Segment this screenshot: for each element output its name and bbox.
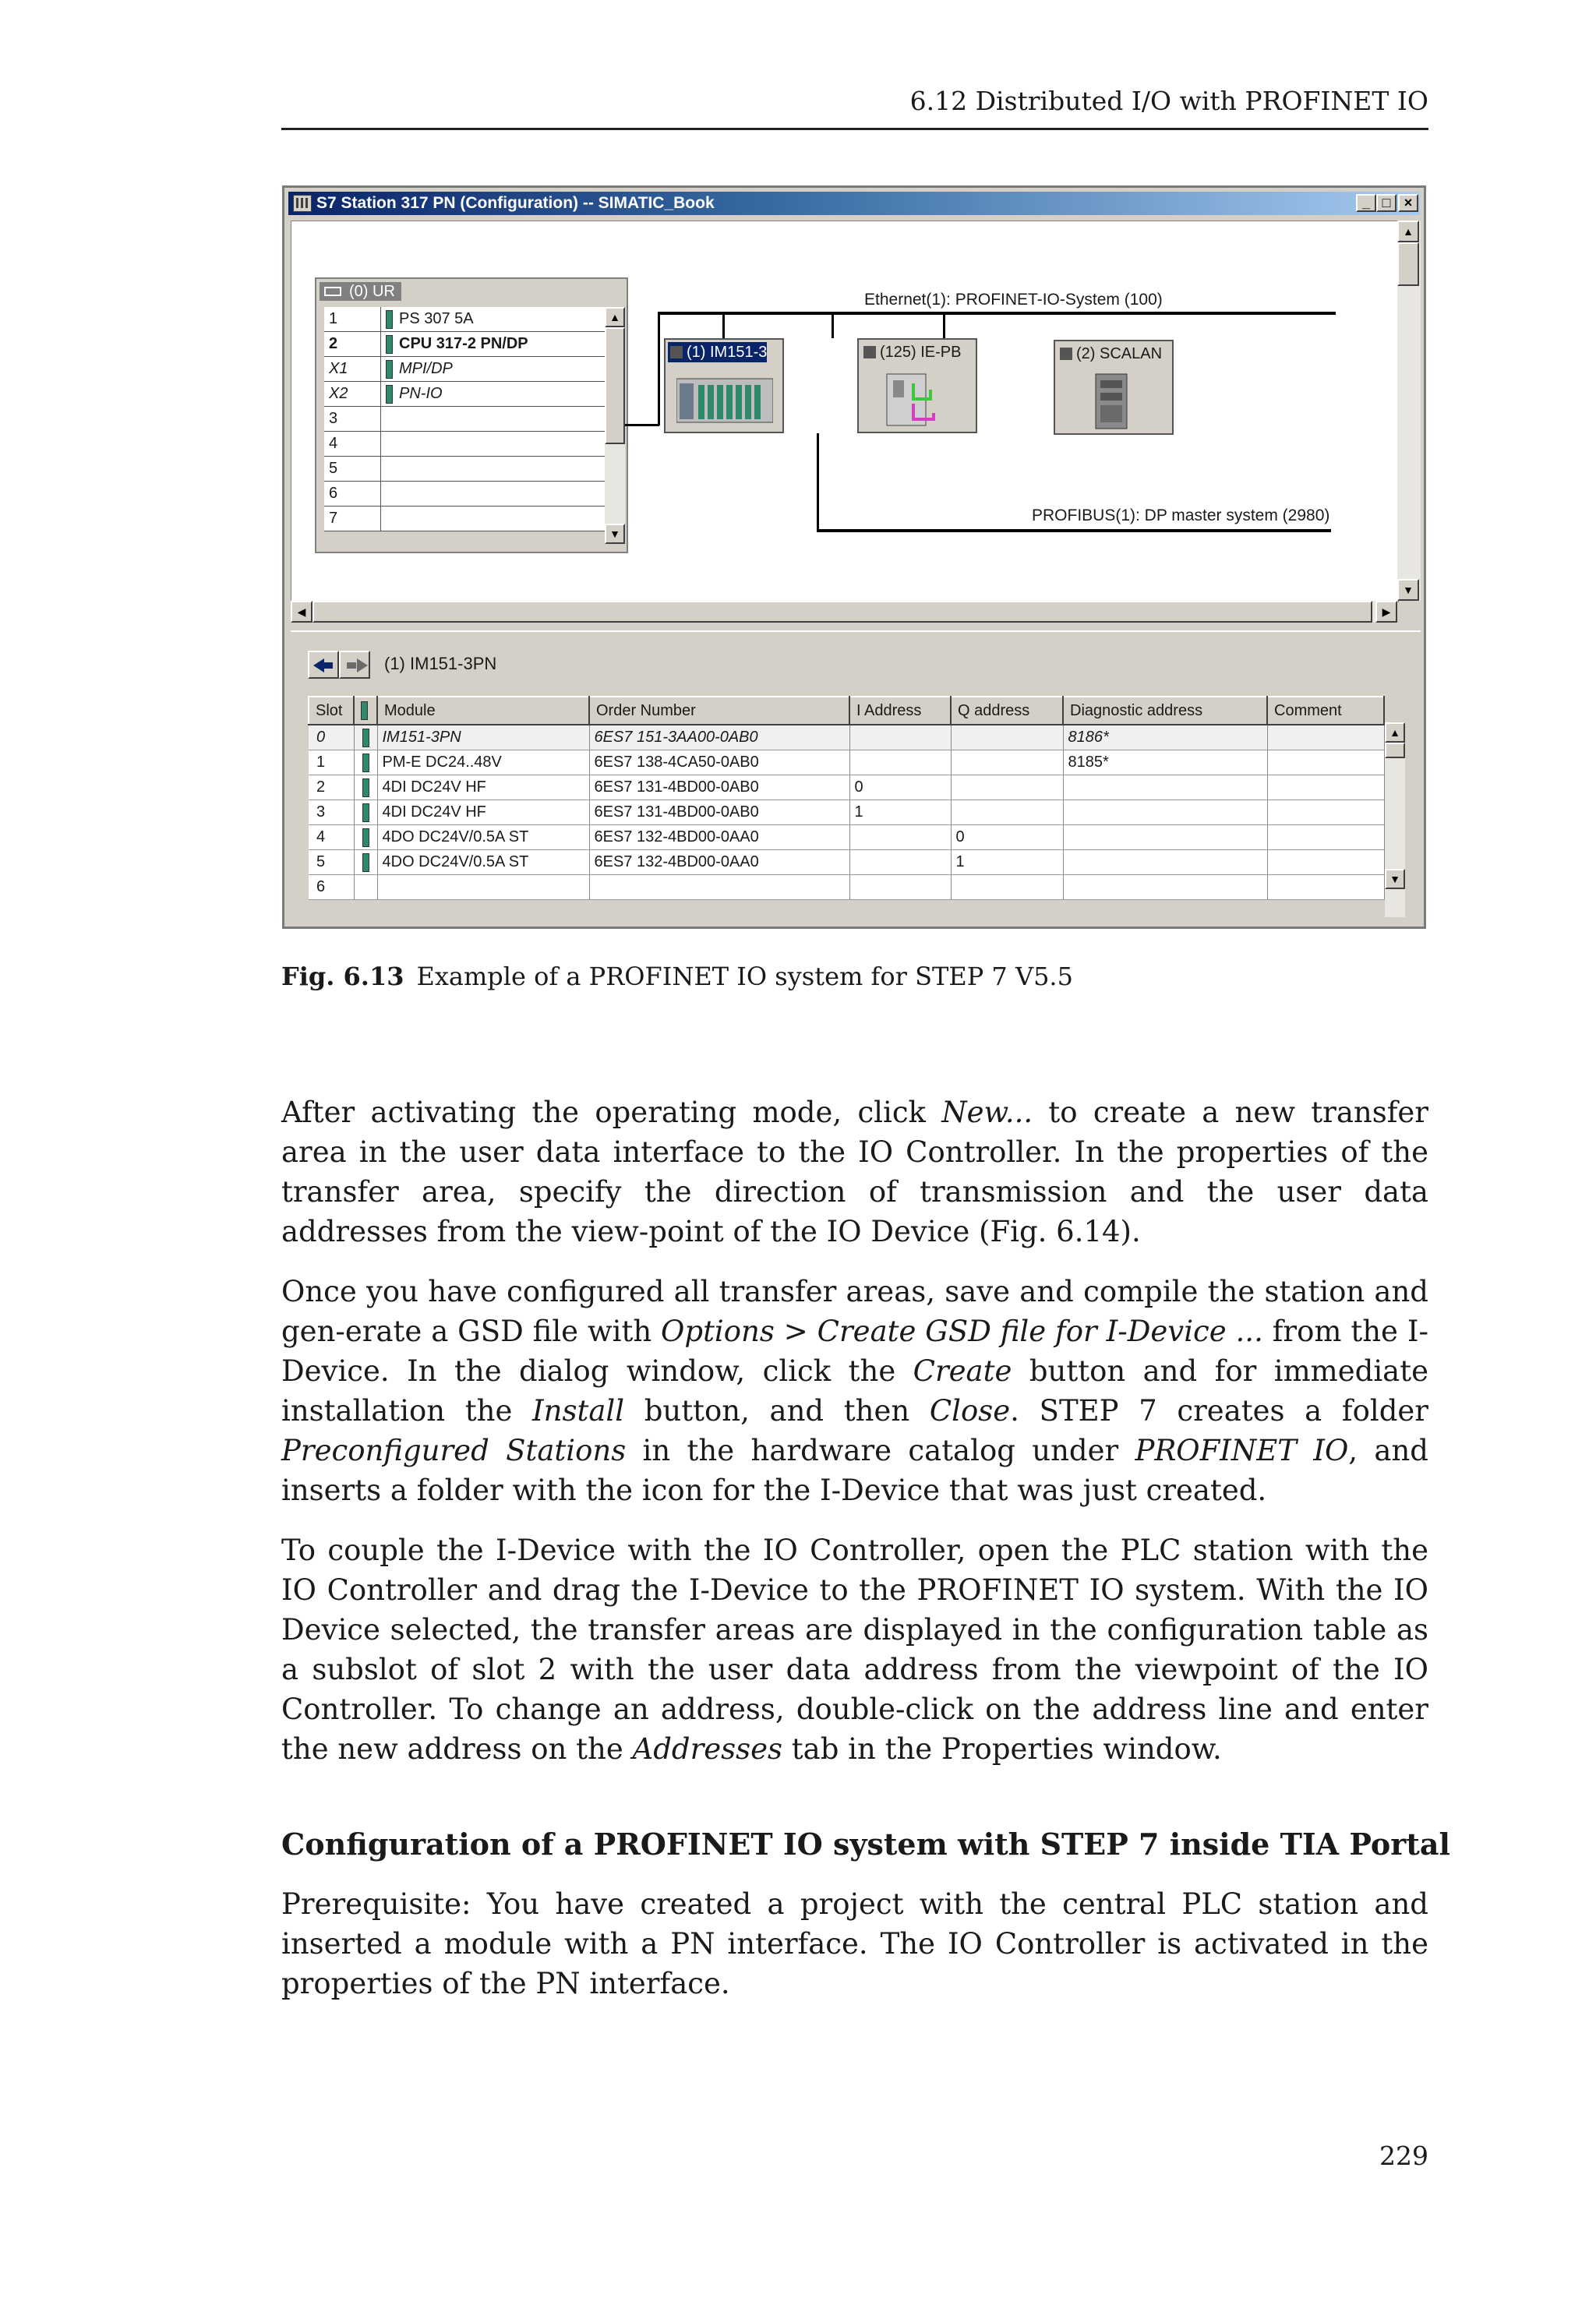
rack-module-icon-cell (381, 482, 394, 507)
italic-run: Preconfigured Stations (281, 1434, 627, 1467)
maximize-button[interactable]: □ (1376, 194, 1396, 212)
figure-label: Fig. 6.13 (281, 962, 404, 991)
rack-slot: 2 (324, 332, 381, 357)
upper-vscrollbar[interactable] (1397, 221, 1421, 601)
figure-caption-text: Example of a PROFINET IO system for STEP 7 V5.5 (416, 962, 1073, 991)
rack-slot: 5 (324, 457, 381, 482)
detail-view (291, 630, 1421, 922)
cell-slot: 5 (309, 850, 354, 875)
cell-q-address (951, 725, 1063, 750)
rack-slot: X2 (324, 382, 381, 407)
module-icon (362, 729, 369, 747)
cell-icon (354, 875, 377, 900)
vscroll-thumb[interactable] (1397, 242, 1419, 286)
module-icon (386, 385, 393, 404)
text-run: > (774, 1315, 817, 1348)
text-run: Prerequisite: You have created a project with the central PLC station and inserted a module with a PN interface. The IO Controller is activated in the properties of the PN interface. (281, 1887, 1428, 2000)
rack-module-icon-cell (381, 382, 394, 407)
cell-icon (354, 750, 377, 775)
table-scroll-down[interactable]: ▼ (1385, 869, 1405, 889)
cell-slot: 6 (309, 875, 354, 900)
window-title: S7 Station 317 PN (Configuration) -- SIMATIC_Book (316, 194, 715, 212)
cell-i-address (849, 875, 951, 900)
rack-slot: 6 (324, 482, 381, 507)
device-label: (1) IM151-3 (668, 342, 767, 362)
module-table (308, 696, 1385, 900)
device-label: (2) SCALAN (1058, 344, 1162, 364)
cell-module (377, 875, 589, 900)
text-run: button, and then (624, 1394, 930, 1428)
col-module[interactable]: Module (377, 697, 589, 725)
rack-module (393, 507, 605, 531)
detail-title: (1) IM151-3PN (384, 654, 497, 673)
table-scroll-up[interactable]: ▲ (1385, 722, 1405, 743)
cell-q-address: 1 (951, 850, 1063, 875)
module-row[interactable] (309, 850, 1384, 875)
cell-icon (354, 800, 377, 825)
cell-comment (1267, 775, 1384, 800)
window-titlebar[interactable] (288, 192, 1420, 215)
text-run: from the I-Device. In the dialog window, click the (281, 1315, 1428, 1388)
cpu-link-stub (625, 424, 659, 426)
rack-scrollbar[interactable] (605, 307, 625, 544)
station-app-icon (293, 195, 312, 212)
drop-line-1 (722, 312, 725, 338)
italic-run: New... (941, 1096, 1033, 1129)
text-run: After activating the operating mode, click (281, 1096, 942, 1129)
cell-module: 4DO DC24V/0.5A ST (377, 850, 589, 875)
rack-scroll-thumb[interactable] (605, 327, 625, 444)
scroll-right-button[interactable]: ▶ (1375, 601, 1397, 623)
cell-module: 4DI DC24V HF (377, 800, 589, 825)
profibus-bus (817, 529, 1331, 532)
header-rule (281, 128, 1428, 130)
cell-order-number (589, 875, 849, 900)
device-ie-pb[interactable] (857, 338, 977, 433)
cell-icon (354, 850, 377, 875)
italic-run: Install (532, 1394, 625, 1428)
cell-diagnostic-address: 8186* (1063, 725, 1267, 750)
cell-order-number: 6ES7 138-4CA50-0AB0 (589, 750, 849, 775)
cell-comment (1267, 750, 1384, 775)
text-run: tab in the Properties window. (782, 1732, 1222, 1766)
station-view[interactable] (291, 221, 1399, 602)
device-icon (1060, 348, 1072, 360)
rack-module-icon-cell (381, 307, 394, 332)
cell-module: 4DO DC24V/0.5A ST (377, 825, 589, 850)
rack-module: MPI/DP (393, 357, 605, 382)
col-icon[interactable] (354, 697, 377, 725)
cell-order-number: 6ES7 132-4BD00-0AA0 (589, 825, 849, 850)
upper-hscrollbar[interactable] (291, 601, 1397, 623)
rack-title: (0) UR (320, 282, 401, 301)
page-number: 229 (1379, 2141, 1428, 2171)
scalance-icon (1089, 369, 1139, 432)
profibus-label: PROFIBUS(1): DP master system (2980) (1032, 507, 1330, 524)
rack-module: PS 307 5A (393, 307, 605, 332)
cell-comment (1267, 850, 1384, 875)
text-run: button and for immediate installation the (281, 1354, 1428, 1428)
rack-module (393, 457, 605, 482)
module-row[interactable] (309, 875, 1384, 900)
module-row[interactable] (309, 825, 1384, 850)
module-icon (386, 335, 393, 354)
cell-q-address: 0 (951, 825, 1063, 850)
rack-module-icon-cell (381, 357, 394, 382)
cell-q-address (951, 875, 1063, 900)
cell-slot: 0 (309, 725, 354, 750)
cell-q-address (951, 775, 1063, 800)
paragraph-3 (281, 1530, 1428, 1769)
text-run: Once you have configured all transfer areas, save and compile the station and gen-erate a GSD file with (281, 1275, 1428, 1348)
cell-i-address (849, 825, 951, 850)
rack-module-icon-cell (381, 332, 394, 357)
rack-scroll-down[interactable]: ▼ (605, 524, 625, 544)
hscroll-thumb[interactable] (312, 601, 1372, 623)
cell-order-number: 6ES7 131-4BD00-0AB0 (589, 775, 849, 800)
cell-slot: 4 (309, 825, 354, 850)
rack-slot: 1 (324, 307, 381, 332)
cell-module: 4DI DC24V HF (377, 775, 589, 800)
italic-run: PROFINET IO (1135, 1434, 1349, 1467)
rack-slot: 4 (324, 432, 381, 457)
module-row[interactable] (309, 725, 1384, 750)
forward-button[interactable] (339, 651, 370, 679)
rack-row[interactable] (324, 457, 605, 482)
italic-run: Addresses (632, 1732, 783, 1766)
text-run: , and inserts a folder with the icon for the I-Device that was just created. (281, 1434, 1428, 1507)
module-column-icon (361, 701, 368, 720)
cell-q-address (951, 800, 1063, 825)
cell-slot: 2 (309, 775, 354, 800)
cell-diagnostic-address (1063, 825, 1267, 850)
cell-slot: 1 (309, 750, 354, 775)
cell-comment (1267, 875, 1384, 900)
rack-row[interactable] (324, 507, 605, 531)
device-label: (125) IE-PB (861, 342, 961, 362)
cell-diagnostic-address (1063, 775, 1267, 800)
rack-ur[interactable] (315, 277, 628, 553)
scroll-down-button[interactable]: ▼ (1397, 579, 1419, 601)
cpu-link-line (658, 313, 660, 425)
et200s-icon (676, 371, 773, 425)
paragraph-1 (281, 1093, 1428, 1251)
device-scalance[interactable] (1054, 340, 1174, 435)
text-run: to create a new transfer area in the user data interface to the IO Controller. In the properties of the transfer area, specify the direction of transmission and the user data addresses from the view-point of the IO Device (Fig. 6.14). (281, 1096, 1428, 1248)
module-row[interactable] (309, 750, 1384, 775)
rack-module (393, 432, 605, 457)
col-slot[interactable]: Slot (309, 697, 354, 725)
rack-module-icon-cell (381, 457, 394, 482)
cell-module: PM-E DC24..48V (377, 750, 589, 775)
rack-table (324, 307, 605, 531)
device-icon (670, 346, 683, 358)
table-vscrollbar[interactable] (1385, 722, 1405, 917)
col-diagnostic-address[interactable]: Diagnostic address (1063, 697, 1267, 725)
module-icon (386, 310, 393, 329)
ethernet-bus (658, 312, 1336, 315)
ethernet-label: Ethernet(1): PROFINET-IO-System (100) (864, 291, 1163, 309)
cell-i-address: 1 (849, 800, 951, 825)
rack-row[interactable] (324, 307, 605, 332)
col-comment[interactable]: Comment (1267, 697, 1384, 725)
cell-comment (1267, 800, 1384, 825)
cell-diagnostic-address (1063, 800, 1267, 825)
rack-row[interactable] (324, 432, 605, 457)
rack-module: PN-IO (393, 382, 605, 407)
cell-comment (1267, 825, 1384, 850)
section-heading: Configuration of a PROFINET IO system with STEP 7 inside TIA Portal (281, 1827, 1450, 1862)
col-q-address[interactable]: Q address (951, 697, 1063, 725)
drop-line-3 (943, 312, 945, 338)
cell-q-address (951, 750, 1063, 775)
rack-module: CPU 317-2 PN/DP (393, 332, 605, 357)
italic-run: Close (929, 1394, 1011, 1428)
paragraph-2 (281, 1272, 1428, 1510)
col-i-address[interactable]: I Address (849, 697, 951, 725)
rack-row[interactable] (324, 357, 605, 382)
rack-slot: 3 (324, 407, 381, 432)
minimize-button[interactable]: _ (1356, 194, 1376, 212)
figure-caption (281, 962, 1073, 991)
ie-pb-link-icon (879, 368, 957, 430)
rack-module-icon-cell (381, 407, 394, 432)
text-run: To couple the I-Device with the IO Controller, open the PLC station with the IO Controller and drag the I-Device to the PROFINET IO system. With the IO Device selected, the transfer areas are displayed in the configuration table as a subslot of slot 2 with the user data address from the viewpoint of the IO Controller. To change an address, double-click on the address line and enter the new address on the (281, 1534, 1428, 1766)
scroll-up-button[interactable]: ▲ (1397, 221, 1419, 242)
module-icon (362, 778, 369, 797)
module-row[interactable] (309, 800, 1384, 825)
cell-diagnostic-address (1063, 850, 1267, 875)
cell-diagnostic-address: 8185* (1063, 750, 1267, 775)
module-icon (386, 360, 393, 379)
scroll-left-button[interactable]: ◀ (291, 601, 312, 623)
cell-i-address (849, 850, 951, 875)
cell-slot: 3 (309, 800, 354, 825)
rack-module-icon-cell (381, 507, 394, 531)
cell-icon (354, 725, 377, 750)
hw-config-window (282, 185, 1426, 929)
cell-order-number: 6ES7 151-3AA00-0AB0 (589, 725, 849, 750)
module-icon (362, 828, 369, 847)
drop-line-2 (832, 312, 834, 338)
module-row[interactable] (309, 775, 1384, 800)
cell-i-address (849, 750, 951, 775)
cell-i-address: 0 (849, 775, 951, 800)
rack-scroll-up[interactable]: ▲ (605, 307, 625, 327)
profibus-link-line (817, 433, 819, 530)
table-scroll-thumb[interactable] (1385, 743, 1405, 758)
cell-order-number: 6ES7 131-4BD00-0AB0 (589, 800, 849, 825)
cell-comment (1267, 725, 1384, 750)
module-icon (362, 754, 369, 772)
cell-module: IM151-3PN (377, 725, 589, 750)
rack-slot: X1 (324, 357, 381, 382)
paragraph-4 (281, 1884, 1428, 2003)
module-icon (362, 853, 369, 872)
rack-row[interactable] (324, 482, 605, 507)
cell-icon (354, 775, 377, 800)
col-order-number[interactable]: Order Number (589, 697, 849, 725)
italic-run: Create (913, 1354, 1012, 1388)
rack-row[interactable] (324, 382, 605, 407)
text-run: . STEP 7 creates a folder (1010, 1394, 1428, 1428)
cell-i-address (849, 725, 951, 750)
cell-diagnostic-address (1063, 875, 1267, 900)
rack-row[interactable] (324, 332, 605, 357)
rack-slot: 7 (324, 507, 381, 531)
italic-run: Options (661, 1315, 775, 1348)
cell-icon (354, 825, 377, 850)
italic-run: Create GSD file for I-Device ... (817, 1315, 1263, 1348)
rack-module (393, 482, 605, 507)
cell-order-number: 6ES7 132-4BD00-0AA0 (589, 850, 849, 875)
device-icon (863, 346, 876, 358)
forward-arrow-icon (357, 658, 368, 672)
running-head: 6.12 Distributed I/O with PROFINET IO (909, 86, 1428, 116)
rack-module-icon-cell (381, 432, 394, 457)
rack-module (393, 407, 605, 432)
module-icon (362, 803, 369, 822)
rack-row[interactable] (324, 407, 605, 432)
text-run: in the hardware catalog under (626, 1434, 1135, 1467)
close-button[interactable]: × (1398, 194, 1418, 212)
device-im151[interactable] (664, 338, 784, 433)
back-button[interactable] (308, 651, 339, 679)
back-arrow-icon (313, 658, 324, 672)
